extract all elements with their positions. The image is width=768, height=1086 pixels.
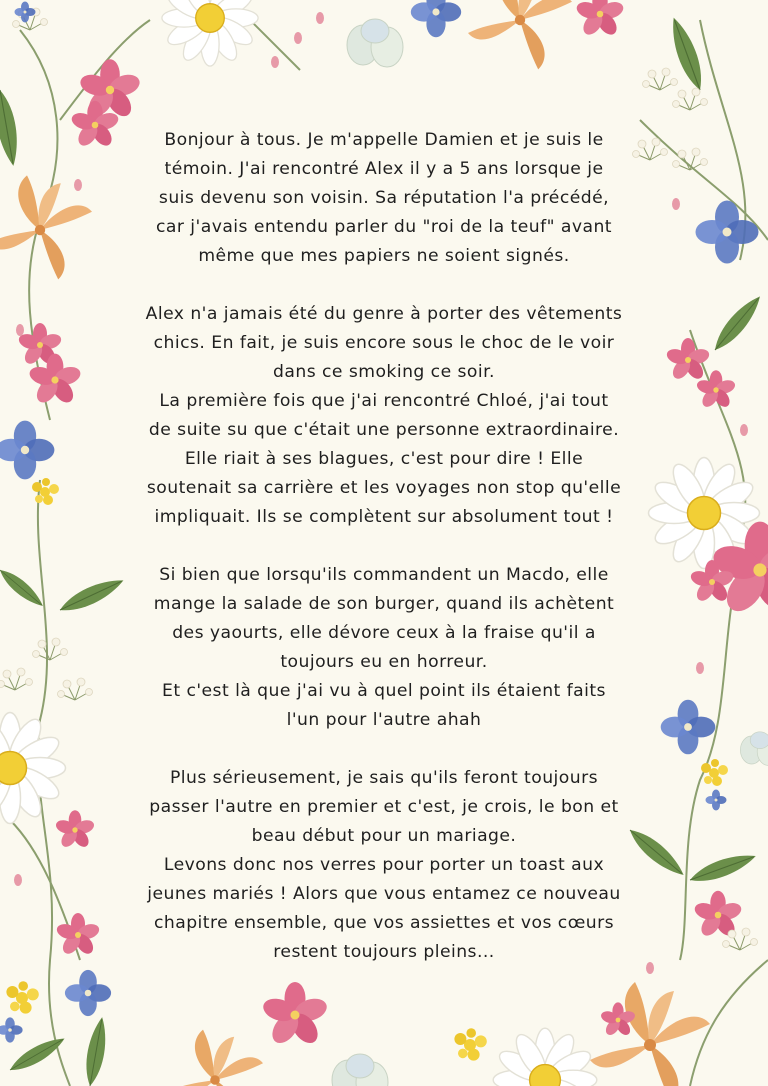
speech-line: des yaourts, elle dévore ceux à la fraise qu'il a: [172, 623, 596, 643]
speech-paragraph: [110, 300, 658, 532]
speech-line: l'un pour l'autre ahah: [286, 710, 482, 730]
speech-line: même que mes papiers ne soient signés.: [198, 246, 570, 266]
speech-line: chics. En fait, je suis encore sous le choc de le voir: [153, 333, 615, 353]
speech-paragraph: [110, 561, 658, 735]
speech-line: Elle riait à ses blagues, c'est pour dire ! Elle: [184, 449, 584, 469]
speech-line: jeunes mariés ! Alors que vous entamez ce nouveau: [147, 884, 621, 904]
speech-line: toujours eu en horreur.: [280, 652, 488, 672]
paragraph-spacer: [110, 532, 658, 561]
speech-line: passer l'autre en premier et c'est, je crois, le bon et: [149, 797, 619, 817]
speech-line: mange la salade de son burger, quand ils achètent: [153, 594, 615, 614]
speech-line: de suite su que c'était une personne extraordinaire.: [148, 420, 620, 440]
speech-line: impliquait. Ils se complètent sur absolument tout !: [154, 507, 614, 527]
speech-line: beau début pour un mariage.: [251, 826, 517, 846]
paragraph-spacer: [110, 735, 658, 764]
speech-line: Plus sérieusement, je sais qu'ils feront toujours: [169, 768, 598, 788]
speech-line: car j'avais entendu parler du "roi de la teuf" avant: [156, 217, 612, 237]
speech-line: chapitre ensemble, que vos assiettes et vos cœurs: [153, 913, 615, 933]
speech-line: témoin. J'ai rencontré Alex il y a 5 ans lorsque je: [164, 159, 604, 179]
speech-paragraph: [110, 126, 658, 271]
speech-line: Levons donc nos verres pour porter un toast aux: [163, 855, 605, 875]
speech-line: Bonjour à tous. Je m'appelle Damien et je suis le: [164, 130, 604, 150]
speech-line: restent toujours pleins...: [273, 942, 495, 962]
speech-line: Et c'est là que j'ai vu à quel point ils étaient faits: [162, 681, 606, 701]
speech-line: soutenait sa carrière et les voyages non stop qu'elle: [146, 478, 622, 498]
speech-line: La première fois que j'ai rencontré Chloé, j'ai tout: [159, 391, 609, 411]
speech-line: Alex n'a jamais été du genre à porter des vêtements: [145, 304, 623, 324]
speech-paragraph: [110, 764, 658, 967]
paragraph-spacer: [110, 271, 658, 300]
speech-line: suis devenu son voisin. Sa réputation l'a précédé,: [158, 188, 610, 208]
speech-text: [110, 126, 658, 967]
speech-line: Si bien que lorsqu'ils commandent un Macdo, elle: [159, 565, 609, 585]
speech-line: dans ce smoking ce soir.: [273, 362, 495, 382]
